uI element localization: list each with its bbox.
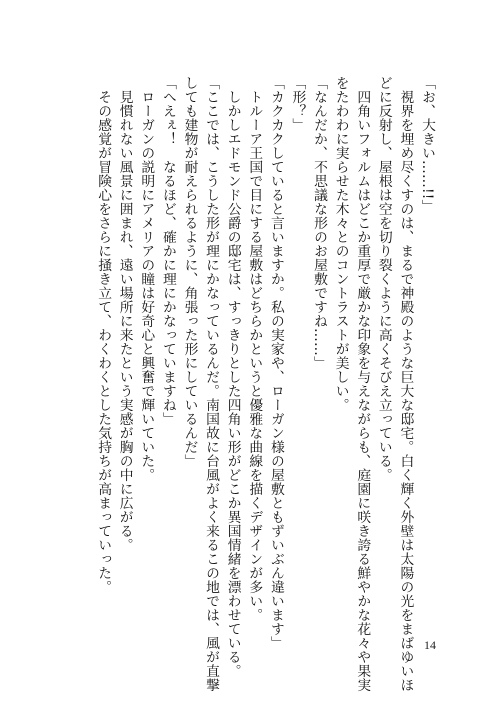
text-line-14: ローガンの説明にアメリアの瞳は好奇心と興奮で輝いていた。 <box>138 89 155 482</box>
text-line-5: をたわわに実らせた木々とのコントラストが美しい。 <box>332 76 349 412</box>
text-line-2: 視界を埋め尽くすのは、まるで神殿のような巨大な邸宅。白く輝く外壁は太陽の光をまばゆいほ <box>397 89 414 692</box>
text-line-16: その感覚が冒険心をさらに掻き立て、わくわくとした気持ちが高まっていった。 <box>95 89 112 594</box>
page-number: 14 <box>424 638 436 652</box>
text-line-12: しても建物が耐えられるように、角張った形にしているんだ」 <box>181 76 198 468</box>
text-line-8: 「カクカクしていると言いますか。私の実家や、ローガン様の屋敷ともずいぶん違います」 <box>267 76 284 650</box>
text-line-13: 「へえぇ！ なるほど、確かに理にかなっていますね」 <box>159 76 176 426</box>
text-line-9: トルーア王国で目にする屋敷はどちらかというと優雅な曲線を描くデザインが多い。 <box>246 89 263 622</box>
text-line-7: 「形？」 <box>289 76 306 132</box>
text-line-15: 見慣れない風景に囲まれ、遠い場所に来たという実感が胸の中に広がる。 <box>116 89 133 552</box>
text-line-6: 「なんだか、不思議な形のお屋敷ですね……」 <box>311 76 328 370</box>
text-line-11: 「ここでは、こうした形が理にかなっているんだ。南国故に台風がよく来るこの地では、風が直撃 <box>203 76 220 692</box>
text-line-3: どに反射し、屋根は空を切り裂くように高くそびえ立っている。 <box>375 76 392 482</box>
text-line-10: しかしエドモンド公爵の邸宅は、すっきりとした四角い形がどこか異国情緒を漂わせている。 <box>224 89 241 678</box>
text-line-4: 四角いフォルムはどこか重厚で厳かな印象を与えながらも、庭園に咲き誇る鮮やかな花々や果実 <box>354 89 371 692</box>
text-line-1: 「お、大きい……!!」 <box>419 76 435 214</box>
